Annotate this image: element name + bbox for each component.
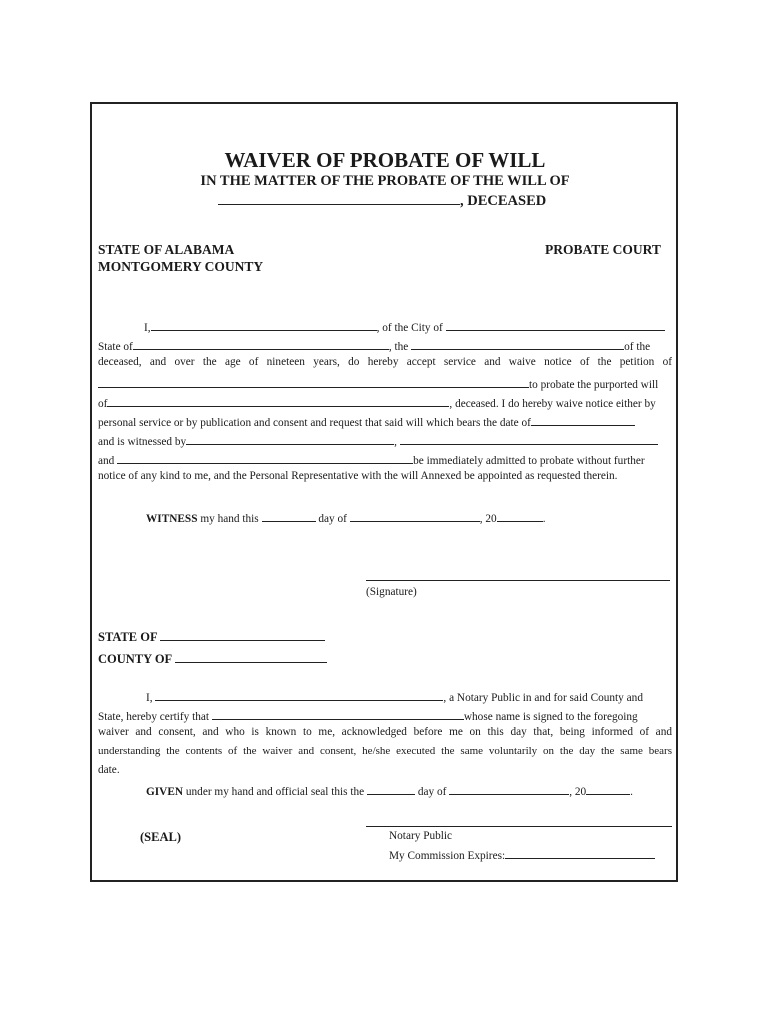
waiver-l4: to probate the purported will [529,379,659,391]
notary-line-3: waiver and consent, and who is known to me, acknowledged before me on this day that, being informed of and [98,726,672,738]
notary-state-blank[interactable] [160,628,325,641]
waiver-l5-b: , deceased. I do hereby waive notice either by [449,398,656,410]
seal-label: (SEAL) [140,830,181,844]
waiver-l8-a: and [98,455,115,467]
waiver-l8-b: be immediately admitted to probate without further [413,455,645,467]
document-title: WAIVER OF PROBATE OF WILL [224,148,546,172]
waiver-l1-b: , of the City of [376,322,443,334]
waiver-line-8 [98,451,645,467]
notary-name-blank[interactable] [155,688,443,701]
waiver-l6: personal service or by publication and consent and request that said will which bears the date of [98,417,531,429]
waiver-relation-blank[interactable] [411,337,624,350]
given-month-blank[interactable] [449,782,569,795]
waiver-petitioner-blank[interactable] [98,375,529,388]
commission-label: My Commission Expires: [389,850,506,862]
court-heading: PROBATE COURT [545,242,661,257]
waiver-l2-a: State of [98,341,133,353]
notary-line-5: date. [98,764,120,776]
document-frame [90,102,678,882]
given-year-blank[interactable] [586,782,630,795]
waiver-city-blank[interactable] [446,318,665,331]
witness-text-b: day of [318,513,347,525]
waiver-name-blank[interactable] [151,318,377,331]
notary-l1-a: I, [146,692,153,704]
waiver-line-1 [144,318,665,334]
notary-county-label: COUNTY OF [98,652,172,666]
notary-line-1 [146,688,643,704]
witness-bold: WITNESS [146,513,198,525]
given-day-blank[interactable] [367,782,415,795]
notary-line-2 [98,707,638,723]
witness-day-blank[interactable] [262,509,316,522]
waiver-l5-a: of [98,398,108,410]
waiver-line-3: deceased, and over the age of nineteen years, do hereby accept service and waive notice of the petition of [98,356,672,368]
notary-county-blank[interactable] [175,650,327,663]
commission-line [389,846,655,862]
waiver-l1-a: I, [144,322,151,334]
signature-label: (Signature) [366,586,417,598]
witness-text-d: . [542,513,546,525]
witness-month-blank[interactable] [350,509,480,522]
notary-l2-b: whose name is signed to the foregoing [463,711,638,723]
waiver-witness2-blank[interactable] [400,432,658,445]
notary-signer-blank[interactable] [212,707,464,720]
notary-county-line [98,650,327,667]
deceased-suffix: , DECEASED [460,193,547,209]
waiver-line-5 [98,394,656,410]
waiver-witness3-blank[interactable] [117,451,413,464]
notary-line-4: understanding the contents of the waiver and consent, he/she executed the same voluntarily on the day the same bears [98,745,672,757]
commission-date-blank[interactable] [505,846,655,859]
given-text-b: day of [417,786,447,798]
deceased-line [218,192,546,210]
witness-text-a: my hand this [200,513,259,525]
waiver-line-9: notice of any kind to me, and the Personal Representative with the will Annexed be appointed as requested therein. [98,470,618,482]
waiver-witness1-blank[interactable] [186,432,394,445]
waiver-line-7 [98,432,658,448]
waiver-line-4 [98,375,658,391]
notary-l1-b: , a Notary Public in and for said County and [443,692,643,704]
waiver-line-6 [98,413,635,429]
given-text-d: . [630,786,633,798]
waiver-will-date-blank[interactable] [531,413,635,426]
state-heading: STATE OF ALABAMA [98,242,235,257]
witness-line [146,509,546,525]
waiver-testator-blank[interactable] [107,394,449,407]
notary-l2-a: State, hereby certify that [98,711,210,723]
given-line [146,782,633,798]
notary-signature-line[interactable] [366,826,672,827]
given-bold: GIVEN [146,786,184,798]
signature-line[interactable] [366,580,670,581]
county-heading: MONTGOMERY COUNTY [98,259,264,274]
waiver-l7-a: and is witnessed by [98,436,187,448]
witness-text-c: , 20 [479,513,497,525]
document-subtitle: IN THE MATTER OF THE PROBATE OF THE WILL OF [200,173,570,189]
given-text-c: , 20 [569,786,587,798]
waiver-line-2 [98,337,650,353]
notary-public-label: Notary Public [389,830,453,842]
waiver-l2-b: , the [388,341,409,353]
witness-year-blank[interactable] [497,509,543,522]
waiver-l2-c: of the [624,341,651,353]
waiver-l7-b: , [394,436,397,448]
waiver-state-blank[interactable] [133,337,389,350]
notary-state-line [98,628,325,645]
deceased-name-blank[interactable] [218,192,460,205]
given-text-a: under my hand and official seal this the [185,786,365,798]
notary-state-label: STATE OF [98,630,158,644]
